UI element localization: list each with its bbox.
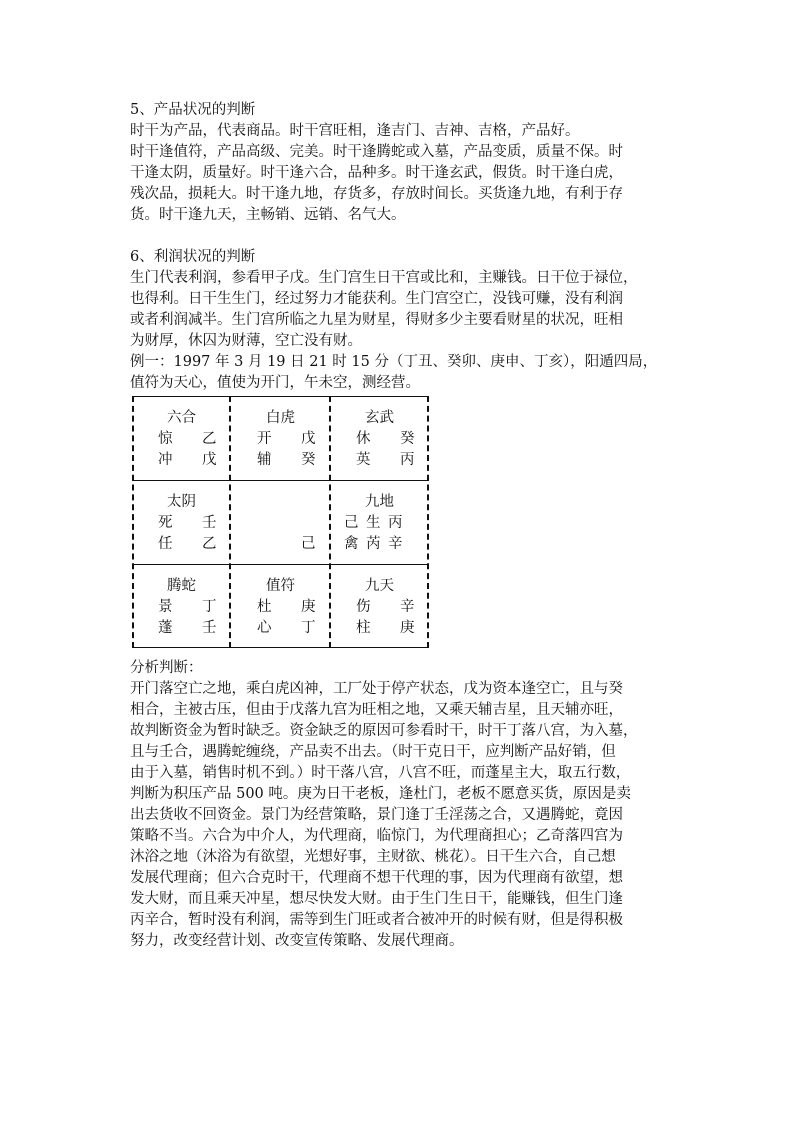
analysis-heading: 分析判断：	[130, 660, 203, 676]
analysis-line: 沐浴之地（沐浴为有欲望，光想好事，主财欲、桃花）。日干生六合，自己想	[130, 849, 616, 865]
palace-stem: 戊	[301, 431, 316, 447]
palace-god	[231, 492, 330, 513]
section5-line: 残次品，损耗大。时干逢九地，存货多，存放时间长。买货逢九地，有利于存	[130, 186, 623, 202]
palace-door: 生	[366, 515, 381, 531]
palace-stem: 辛	[400, 599, 415, 615]
analysis-line: 开门落空亡之地，乘白虎凶神，工厂处于停产状态，戊为资本逢空亡，且与癸	[130, 681, 623, 697]
palace-god: 九天	[365, 578, 394, 594]
palace-god: 六合	[167, 410, 196, 426]
palace-star: 辅	[257, 452, 272, 468]
example-line: 值符为天心，值使为开门，午未空，测经营。	[130, 375, 420, 391]
analysis-line: 判断为积压产品 500 吨。庚为日干老板，逢杜门，老板不愿意买货，原因是卖	[130, 786, 631, 802]
palace-god: 玄武	[365, 410, 394, 426]
analysis-line: 发展代理商；但六合克时干，代理商不想干代理的事，因为代理商有欲望，想	[130, 870, 623, 886]
palace-star: 任	[158, 536, 173, 552]
palace-god: 九地	[365, 494, 394, 510]
palace-7	[330, 492, 429, 555]
palace-2	[330, 408, 429, 471]
nine-palace-chart	[132, 396, 429, 648]
palace-star: 芮	[366, 536, 381, 552]
palace-door: 休	[356, 431, 371, 447]
analysis-line: 策略不当。六合为中介人，为代理商，临惊门，为代理商担心；乙奇落四宫为	[130, 828, 623, 844]
palace-stem: 乙	[202, 431, 217, 447]
palace-door: 开	[257, 431, 272, 447]
palace-3	[132, 492, 231, 555]
palace-5	[231, 492, 330, 555]
palace-stem: 庚	[400, 620, 415, 636]
palace-stem: 丙	[400, 452, 415, 468]
palace-stem: 庚	[301, 599, 316, 615]
palace-god: 值符	[266, 578, 295, 594]
analysis-section	[130, 658, 676, 952]
analysis-body	[130, 679, 676, 952]
palace-6	[330, 576, 429, 639]
palace-stem: 乙	[202, 536, 217, 552]
palace-stem: 壬	[202, 515, 217, 531]
palace-stem: 壬	[202, 620, 217, 636]
palace-god: 腾蛇	[167, 578, 196, 594]
palace-stem: 丁	[202, 599, 217, 615]
palace-9	[231, 408, 330, 471]
palace-door: 杜	[257, 599, 272, 615]
section6-heading: 6、利润状况的判断	[130, 249, 256, 265]
analysis-line: 出去货收不回资金。景门为经营策略，景门逢丁壬淫荡之合，又遇腾蛇，竟因	[130, 807, 623, 823]
section5-line: 干逢太阴，质量好。时干逢六合，品种多。时干逢玄武，假货。时干逢白虎，	[130, 165, 623, 181]
palace-stem: 戊	[202, 452, 217, 468]
palace-star: 冲	[158, 452, 173, 468]
palace-god: 太阴	[167, 494, 196, 510]
palace-star: 英	[356, 452, 371, 468]
palace-stem: 丙	[388, 515, 403, 531]
palace-door: 伤	[356, 599, 371, 615]
palace-1	[231, 576, 330, 639]
analysis-line: 由于入墓，销售时机不到。）时干落八宫，八宫不旺，而蓬星主大，取五行数，	[130, 765, 631, 781]
palace-stem: 癸	[400, 431, 415, 447]
chart-row-rule	[132, 480, 429, 481]
analysis-line: 相合，主被古压，但由于戊落九宫为旺相之地，又乘天辅吉星，且天辅亦旺，	[130, 702, 623, 718]
section6-line: 也得利。日干生生门，经过努力才能获利。生门宫空亡，没钱可赚，没有利润	[130, 291, 623, 307]
palace-stem: 丁	[301, 620, 316, 636]
analysis-line: 丙辛合，暂时没有利润，需等到生门旺或者合被冲开的时候有财，但是得积极	[130, 912, 623, 928]
palace-stem: 辛	[388, 536, 403, 552]
palace-god: 白虎	[266, 410, 295, 426]
section5-line: 时干逢值符，产品高级、完美。时干逢腾蛇或入墓，产品变质，质量不保。时	[130, 144, 623, 160]
palace-star: 禽	[344, 536, 359, 552]
chart-row-rule	[132, 564, 429, 565]
palace-star: 柱	[356, 620, 371, 636]
analysis-line: 故判断资金为暂时缺乏。资金缺乏的原因可参看时干，时干丁落八宫，为入墓，	[130, 723, 638, 739]
palace-stem: 己	[344, 515, 359, 531]
section5-line: 时干为产品，代表商品。时干宫旺相，逢吉门、吉神、吉格，产品好。	[130, 123, 580, 139]
palace-stem: 癸	[301, 452, 316, 468]
analysis-line: 努力，改变经营计划、改变宣传策略、发展代理商。	[130, 933, 464, 949]
section6-line: 为财厚，休囚为财薄，空亡没有财。	[130, 333, 362, 349]
palace-8	[132, 576, 231, 639]
section6-body	[130, 268, 676, 394]
palace-door: 惊	[158, 431, 173, 447]
palace-door: 死	[158, 515, 173, 531]
section5-body	[130, 121, 676, 226]
section5-line: 货。时干逢九天，主畅销、远销、名气大。	[130, 207, 406, 223]
section6-line: 或者利润减半。生门宫所临之九星为财星，得财多少主要看财星的状况，旺相	[130, 312, 623, 328]
palace-star: 心	[257, 620, 272, 636]
analysis-line: 且与壬合，遇腾蛇缠绕，产品卖不出去。（时干克日干，应判断产品好销，但	[130, 744, 616, 760]
page-content	[130, 100, 676, 394]
palace-star: 蓬	[158, 620, 173, 636]
analysis-line: 发大财，而且乘天冲星，想尽快发大财。由于生门生日干，能赚钱，但生门逢	[130, 891, 623, 907]
section6-line: 生门代表利润，参看甲子戊。生门宫生日干宫或比和，主赚钱。日干位于禄位，	[130, 270, 638, 286]
chart-top-rule	[132, 396, 429, 397]
palace-door: 景	[158, 599, 173, 615]
palace-stem: 己	[301, 536, 316, 552]
chart-bottom-rule	[132, 647, 429, 648]
example-line: 例一：1997 年 3 月 19 日 21 时 15 分（丁丑、癸卯、庚申、丁亥），阳遁四局，	[130, 354, 658, 370]
section5-heading: 5、产品状况的判断	[130, 102, 256, 118]
palace-4	[132, 408, 231, 471]
